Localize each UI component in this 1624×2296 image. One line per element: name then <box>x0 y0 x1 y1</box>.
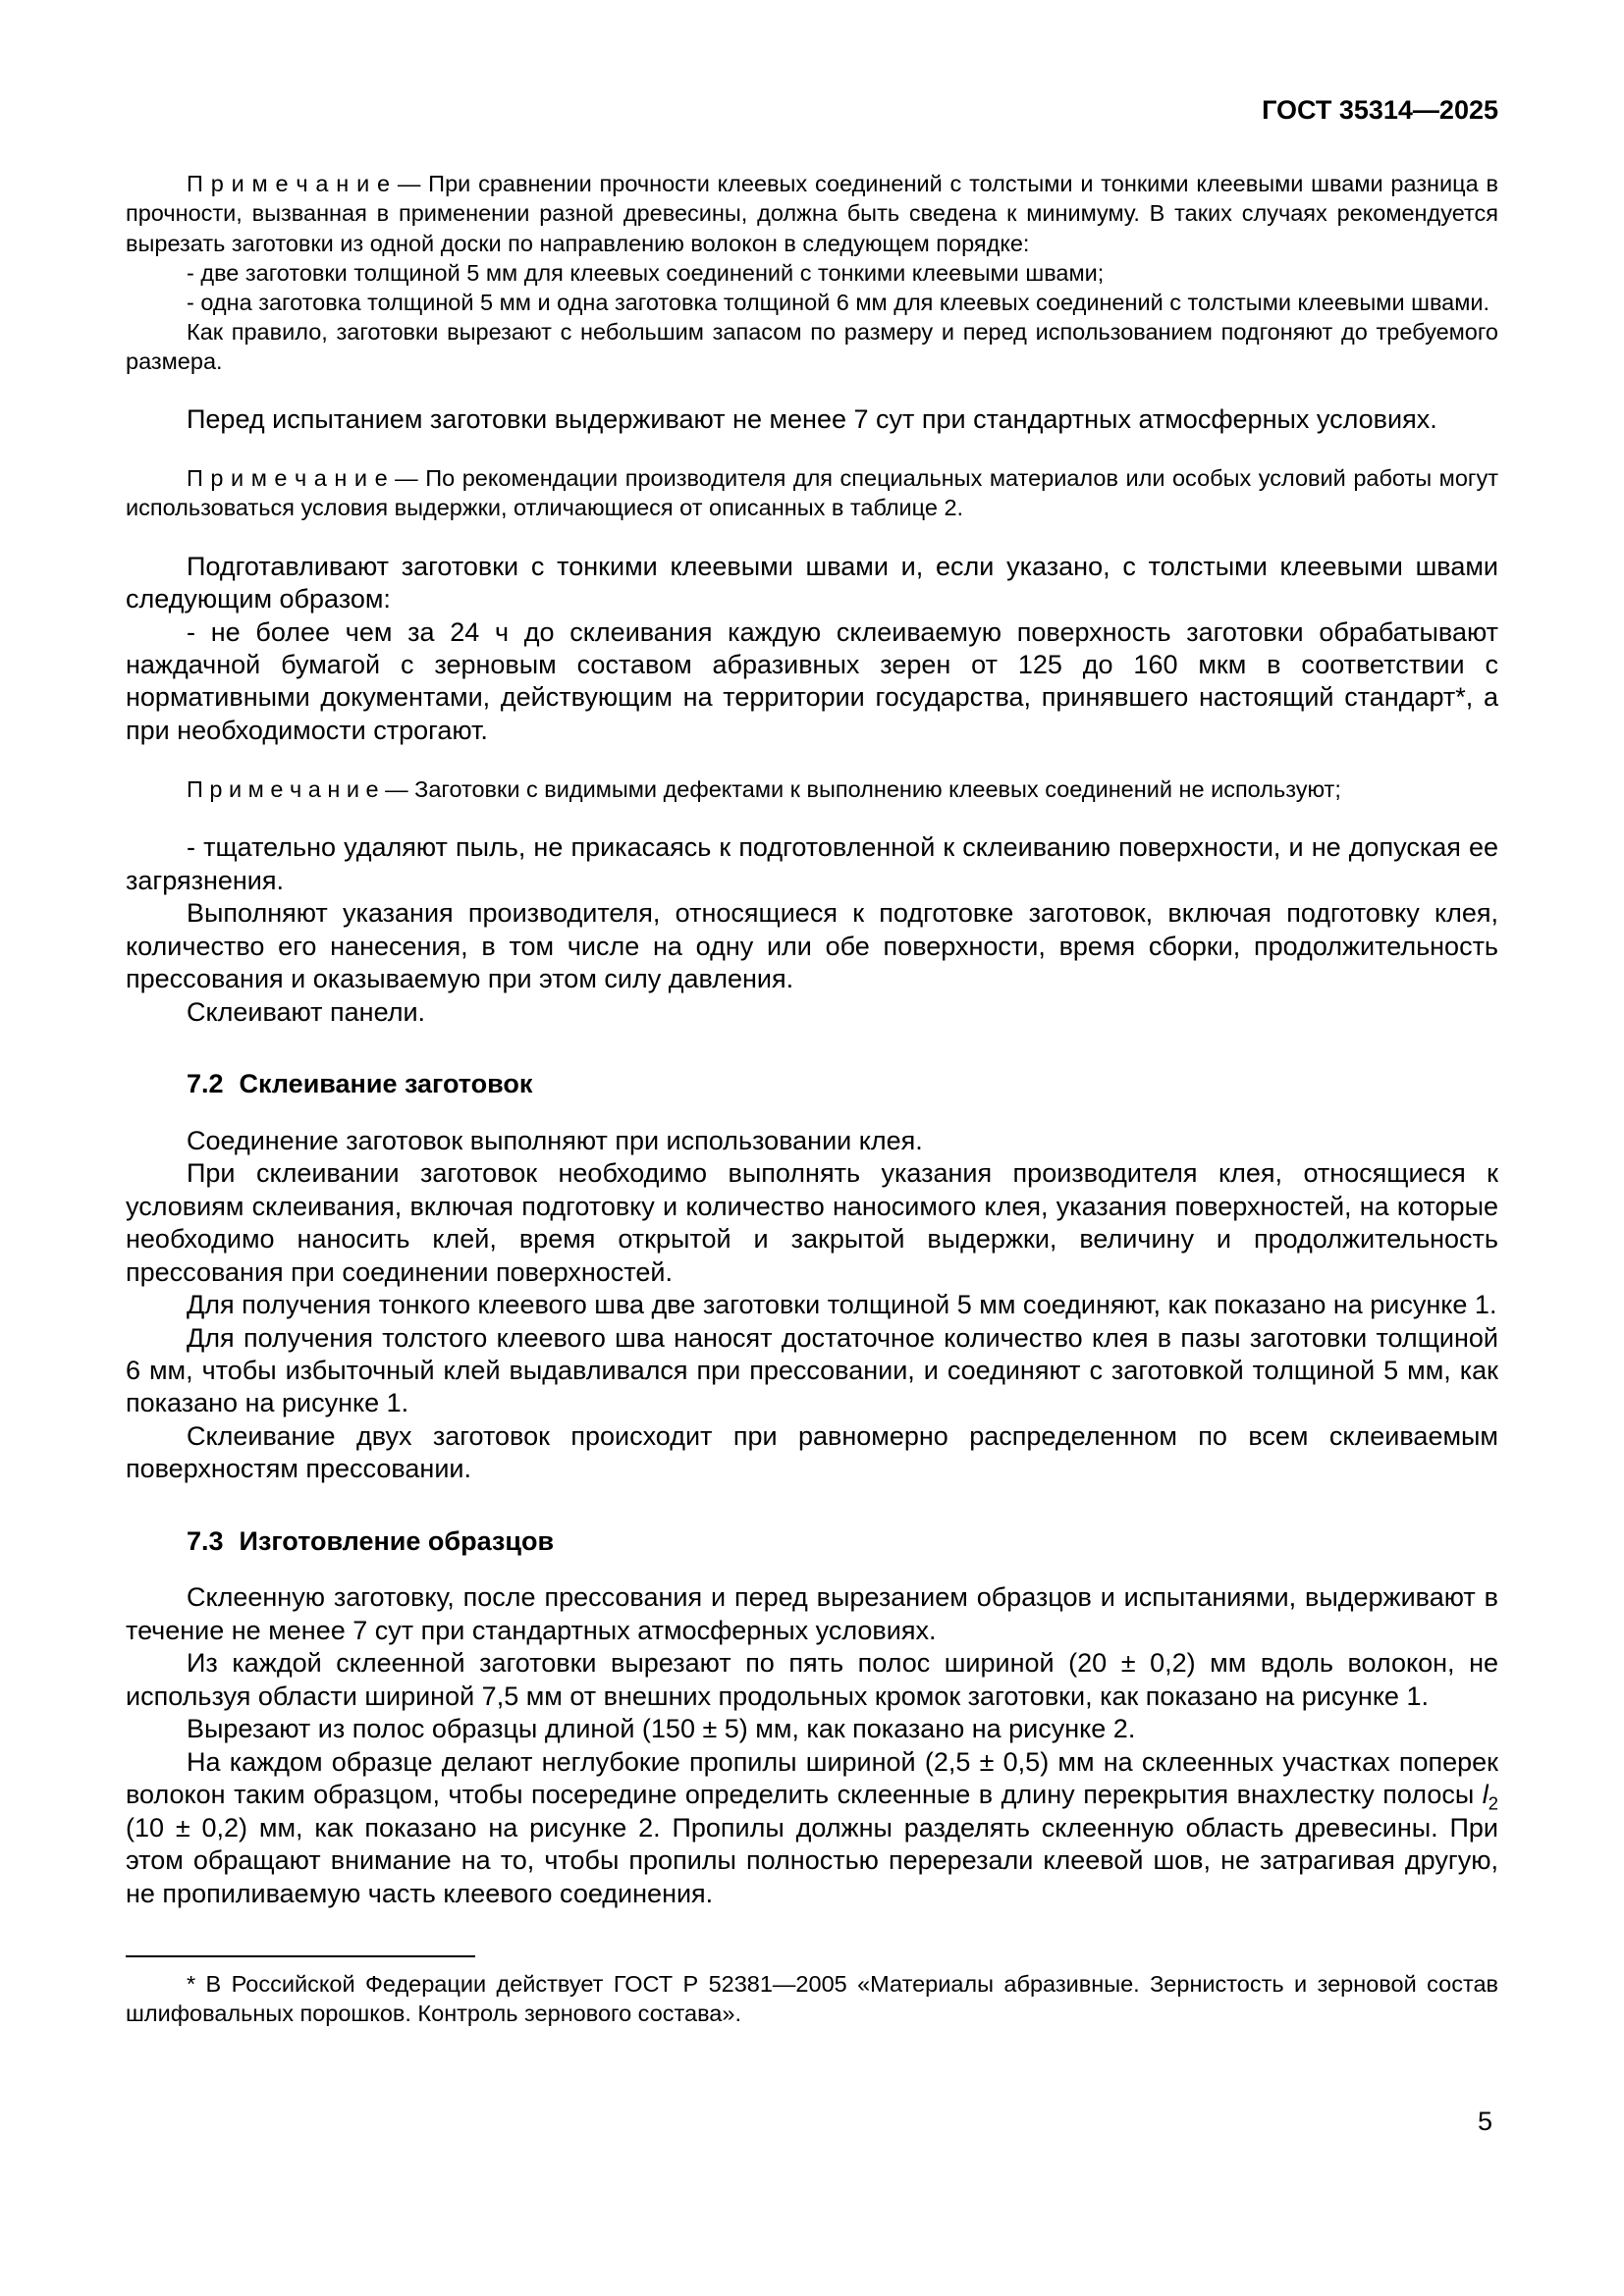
paragraph: Склеивают панели. <box>187 996 426 1027</box>
standard-number: ГОСТ 35314—2025 <box>1262 95 1498 125</box>
page-number: 5 <box>1477 2107 1492 2136</box>
paragraph: Подготавливают заготовки с тонкими клеевыми швами и, если указано, с толстыми клеевыми швами следующим образом: <box>126 551 1498 614</box>
footnote-text: * В Российской Федерации действует ГОСТ Р 52381—2005 «Материалы абразивные. Зернистость и зерновой состав шлифовальных порошков. Контроль зернового состава». <box>126 1971 1498 2027</box>
section-heading-7-3 <box>126 1525 1498 1558</box>
paragraph: Выполняют указания производителя, относящиеся к подготовке заготовок, включая подготовку клея, количество его нанесения, в том числе на одну или обе поверхности, время сборки, продолжительность прессования и оказываемую при этом силу давления. <box>126 898 1498 994</box>
paragraph-text: На каждом образце делают неглубокие пропилы шириной (2,5 ± 0,5) мм на склеенных участках поперек волокон таким образцом, чтобы посередине определить склеенные в длину перекрытия внахлестку полосы <box>126 1746 1498 1810</box>
paragraph: Вырезают из полос образцы длиной (150 ± 5) мм, как показано на рисунке 2. <box>187 1714 1136 1744</box>
section-heading-7-2 <box>126 1068 1498 1100</box>
paragraph-text: (10 ± 0,2) мм, как показано на рисунке 2. Пропилы должны разделять склеенную область древесины. При этом обращают внимание на то, чтобы пропилы полностью перерезали клеевой шов, не затрагивая другую, не пропиливаемую часть клеевого соединения. <box>126 1812 1498 1908</box>
variable-l: l <box>1482 1780 1489 1810</box>
paragraph: Склеенную заготовку, после прессования и перед вырезанием образцов и испытаниями, выдерживают в течение не менее 7 сут при стандартных атмосферных условиях. <box>126 1582 1498 1645</box>
paragraph: Для получения толстого клеевого шва наносят достаточное количество клея в пазы заготовки толщиной 6 мм, чтобы избыточный клей выдавливался при прессовании, и соединяют с заготовкой толщиной 5 мм, как показано на рисунке 1. <box>126 1322 1498 1418</box>
paragraph: Для получения тонкого клеевого шва две заготовки толщиной 5 мм соединяют, как показано на рисунке 1. <box>187 1290 1497 1320</box>
note-list-item: - две заготовки толщиной 5 мм для клеевых соединений с тонкими клеевыми швами; <box>187 259 1105 286</box>
list-item: - не более чем за 24 ч до склеивания каждую склеиваемую поверхность заготовки обрабатывают наждачной бумагой с зерновым составом абразивных зерен от 125 до 160 мкм в соответствии с нормативными документами, действующим на территории государства, принявшего настоящий стандарт*, а при необходимости строгают. <box>126 616 1498 745</box>
document-body <box>126 169 1498 1910</box>
section-title: Изготовление образцов <box>239 1525 555 1556</box>
note-paragraph: Как правило, заготовки вырезают с небольшим запасом по размеру и перед использованием подгоняют до требуемого размера. <box>126 318 1498 374</box>
footnote-block <box>126 1955 1498 2028</box>
paragraph: Из каждой склеенной заготовки вырезают по пять полос шириной (20 ± 0,2) мм вдоль волокон, не используя области шириной 7,5 мм от внешних продольных кромок заготовки, как показано на рисунке 1. <box>126 1648 1498 1711</box>
paragraph: Перед испытанием заготовки выдерживают не менее 7 сут при стандартных атмосферных условиях. <box>187 403 1437 434</box>
note-list-item: - одна заготовка толщиной 5 мм и одна заготовка толщиной 6 мм для клеевых соединений с толстыми клеевыми швами. <box>187 289 1490 315</box>
section-title: Склеивание заготовок <box>239 1069 533 1099</box>
paragraph: При склеивании заготовок необходимо выполнять указания производителя клея, относящиеся к условиям склеивания, включая подготовку и количество наносимого клея, указания поверхностей, на которые необходимо наносить клей, время открытой и закрытой выдержки, величину и продолжительность прессования при соединении поверхностей. <box>126 1158 1498 1287</box>
paragraph: Соединение заготовок выполняют при использовании клея. <box>187 1125 923 1155</box>
page-header <box>126 94 1498 126</box>
paragraph: Склеивание двух заготовок происходит при равномерно распределенном по всем склеиваемым поверхностям прессовании. <box>126 1420 1498 1484</box>
note-paragraph: П р и м е ч а н и е — При сравнении прочности клеевых соединений с толстыми и тонкими клеевыми швами разница в прочности, вызванная в применении разной древесины, должна быть сведена к минимуму. В таких случаях рекомендуется вырезать заготовки из одной доски по направлению волокон в следующем порядке: <box>126 171 1498 256</box>
section-number: 7.3 <box>187 1525 224 1556</box>
section-number: 7.2 <box>187 1069 224 1099</box>
footnote-divider <box>126 1955 475 1957</box>
list-item: - тщательно удаляют пыль, не прикасаясь к подготовленной к склеиванию поверхности, и не допуская ее загрязнения. <box>126 832 1498 895</box>
note-paragraph: П р и м е ч а н и е — Заготовки с видимыми дефектами к выполнению клеевых соединений не используют; <box>187 776 1341 803</box>
note-paragraph: П р и м е ч а н и е — По рекомендации производителя для специальных материалов или особых условий работы могут использоваться условия выдержки, отличающиеся от описанных в таблице 2. <box>126 465 1498 521</box>
variable-subscript: 2 <box>1488 1792 1498 1814</box>
paragraph-with-variable <box>126 1746 1498 1910</box>
